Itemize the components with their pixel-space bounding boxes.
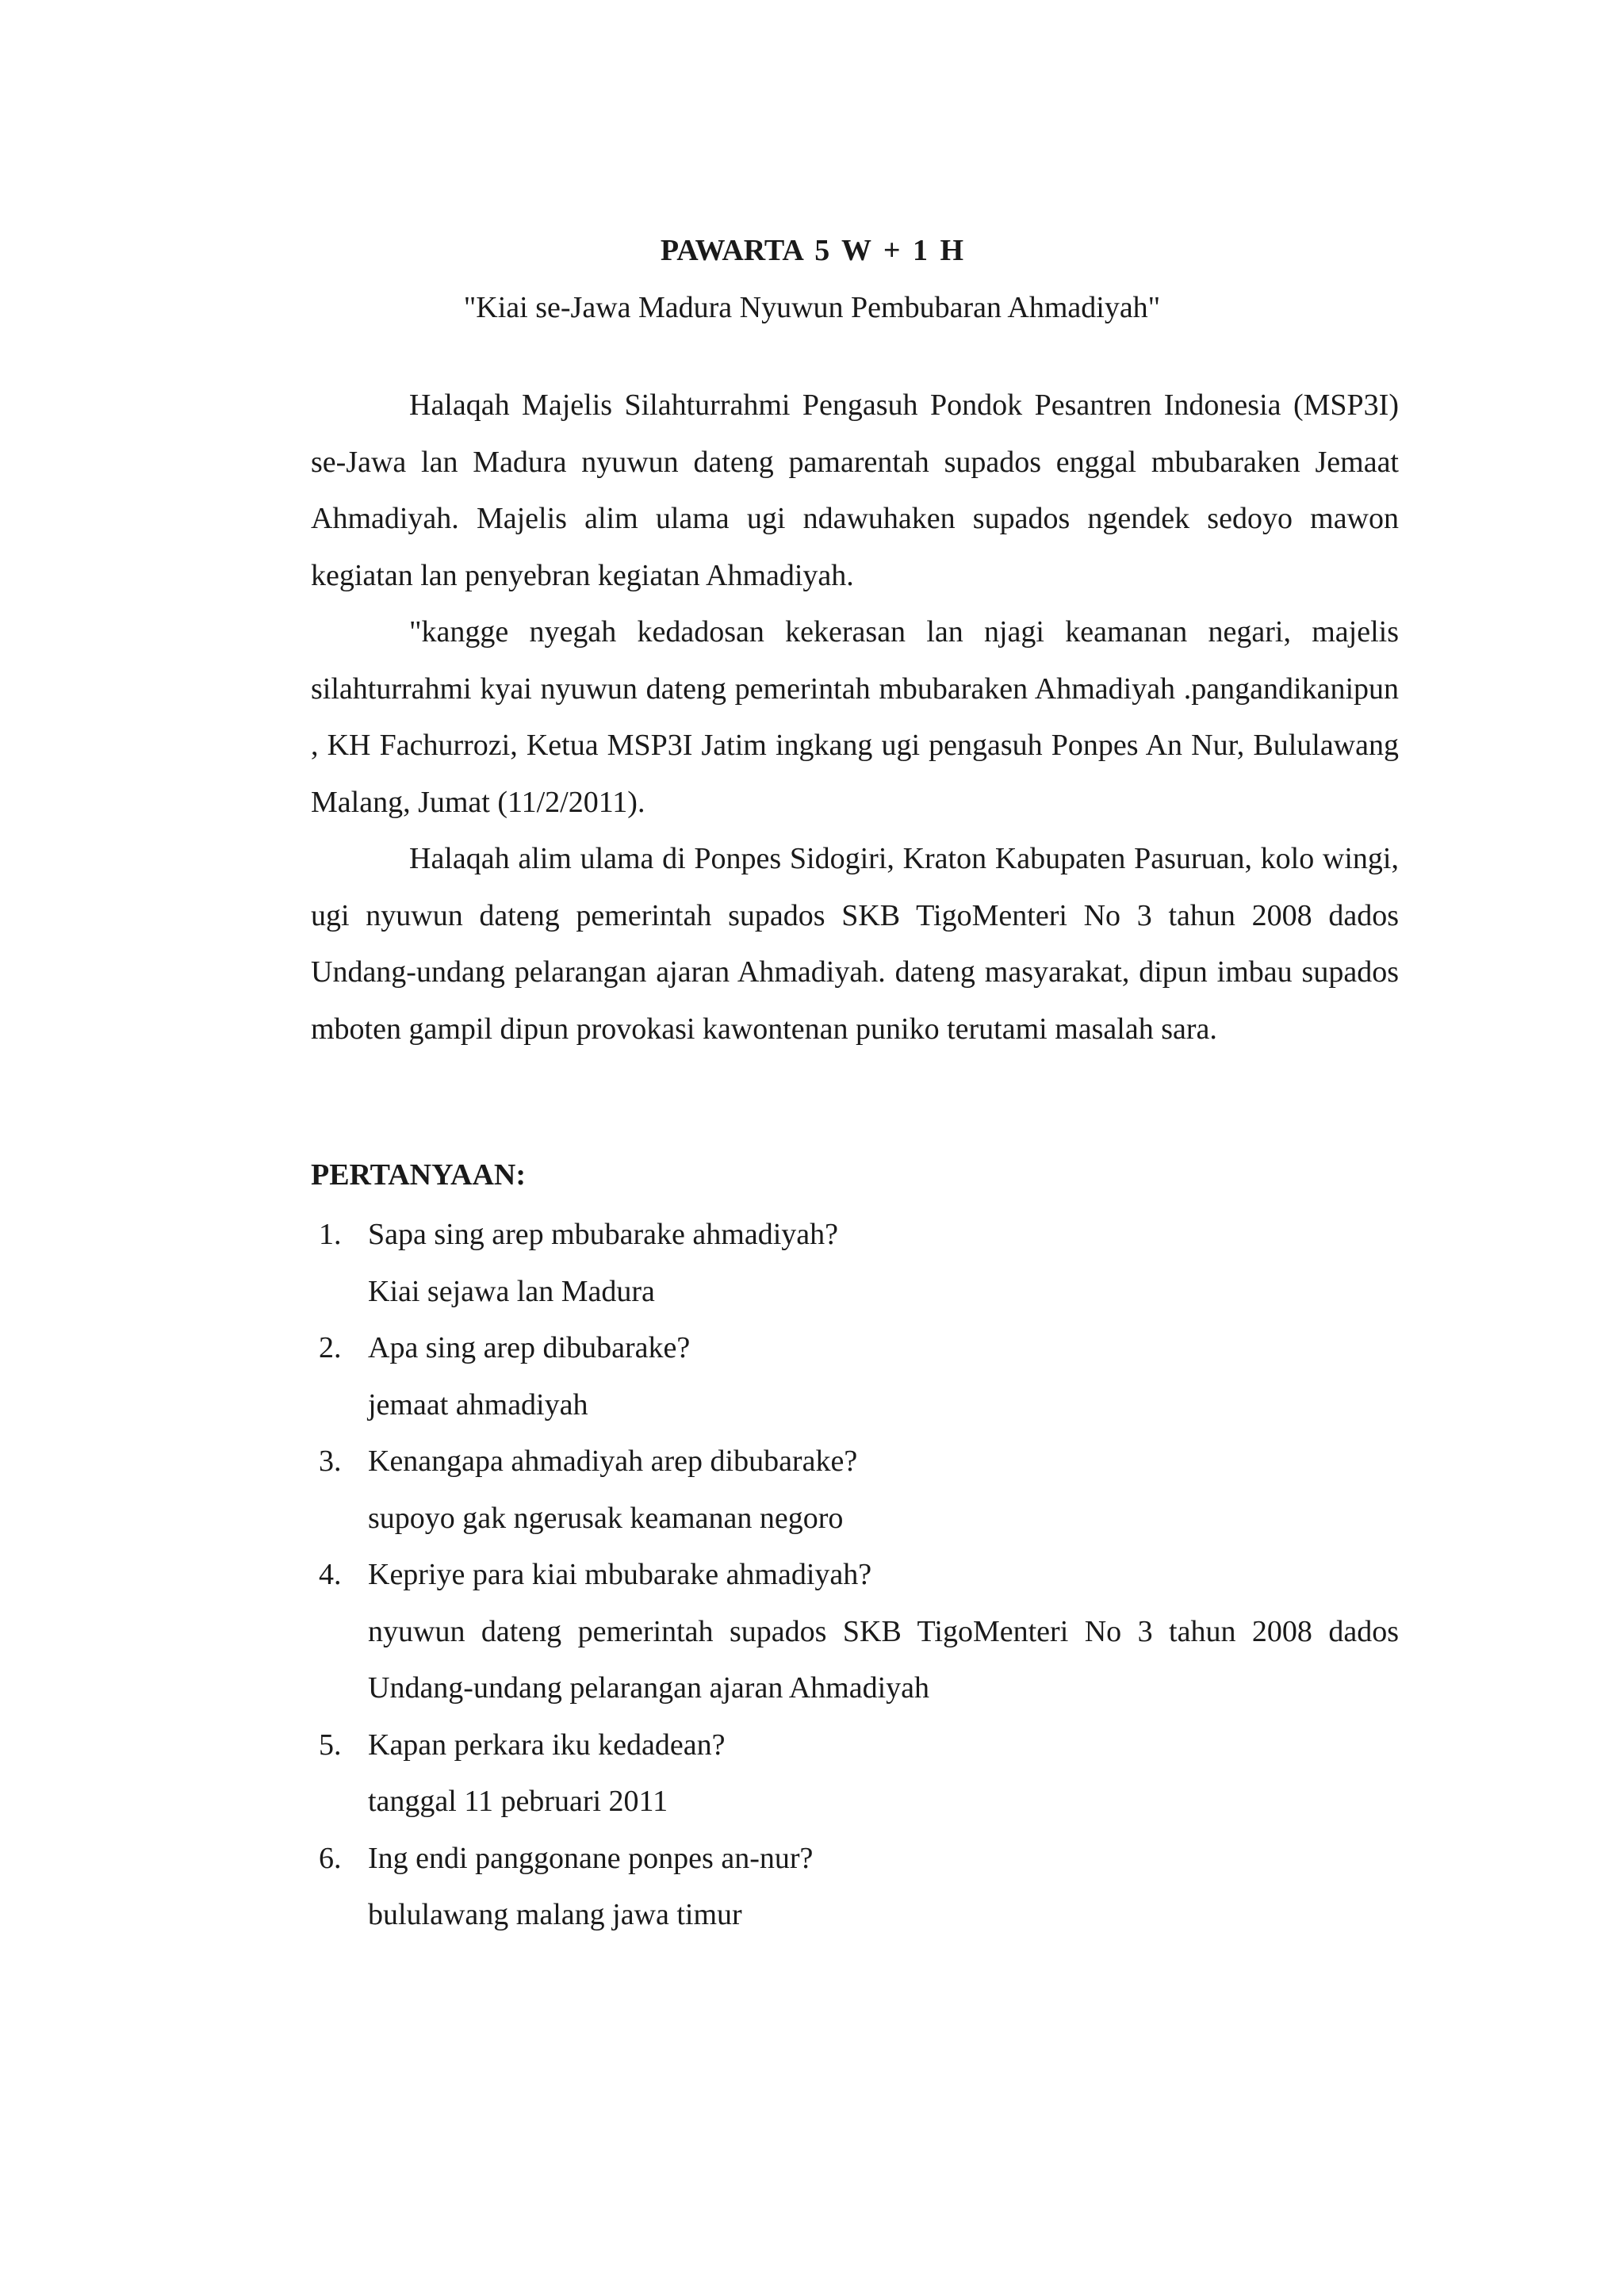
list-item <box>311 1207 1399 1320</box>
question-text: Kapan perkara iku kedadean? <box>368 1728 726 1762</box>
question-text: Sapa sing arep mbubarake ahmadiyah? <box>368 1218 838 1251</box>
question-text: Ing endi panggonane ponpes an-nur? <box>368 1841 814 1875</box>
document-title: PAWARTA 5 W + 1 H <box>660 234 964 267</box>
list-item <box>311 1320 1399 1433</box>
question-number: 6. <box>319 1841 342 1875</box>
questions-heading: PERTANYAAN: <box>311 1158 527 1192</box>
question-number: 1. <box>319 1218 342 1251</box>
answer-text: Kiai sejawa lan Madura <box>368 1274 655 1308</box>
paragraph-3: Halaqah alim ulama di Ponpes Sidogiri, Kraton Kabupaten Pasuruan, kolo wingi, ugi nyuwun dateng pemerintah supados SKB TigoMenteri No 3 tahun 2008 dados Undang-undang pelarangan ajaran Ahmadiyah. dateng masyarakat, dipun imbau supados mboten gampil dipun provokasi kawontenan puniko terutami masalah sara. <box>311 842 1399 1046</box>
question-text: Kenangapa ahmadiyah arep dibubarake? <box>368 1445 858 1478</box>
list-item <box>311 1717 1399 1831</box>
answer-text: jemaat ahmadiyah <box>368 1387 588 1422</box>
answer-text: supoyo gak ngerusak keamanan negoro <box>368 1501 844 1535</box>
list-item <box>311 1433 1399 1547</box>
list-item <box>311 1831 1399 1944</box>
list-item <box>311 1547 1399 1717</box>
questions-list <box>311 1207 1399 1944</box>
question-text: Apa sing arep dibubarake? <box>368 1331 691 1364</box>
question-text: Kepriye para kiai mbubarake ahmadiyah? <box>368 1558 872 1591</box>
question-number: 4. <box>319 1558 342 1591</box>
answer-text: nyuwun dateng pemerintah supados SKB TigoMenteri No 3 tahun 2008 dados Undang-undang pelarangan ajaran Ahmadiyah <box>368 1614 1399 1705</box>
news-body <box>311 377 1399 1058</box>
answer-text: tanggal 11 pebruari 2011 <box>368 1785 668 1818</box>
document-subtitle: "Kiai se-Jawa Madura Nyuwun Pembubaran Ahmadiyah" <box>463 291 1161 324</box>
question-number: 3. <box>319 1445 342 1478</box>
paragraph-1: Halaqah Majelis Silahturrahmi Pengasuh Pondok Pesantren Indonesia (MSP3I) se-Jawa lan Madura nyuwun dateng pamarentah supados enggal mbubaraken Jemaat Ahmadiyah. Majelis alim ulama ugi ndawuhaken supados ngendek sedoyo mawon kegiatan lan penyebran kegiatan Ahmadiyah. <box>311 388 1399 592</box>
question-number: 5. <box>319 1728 342 1762</box>
answer-text: bululawang malang jawa timur <box>368 1898 742 1931</box>
question-number: 2. <box>319 1331 342 1364</box>
paragraph-2: "kangge nyegah kedadosan kekerasan lan njagi keamanan negari, majelis silahturrahmi kyai nyuwun dateng pemerintah mbubaraken Ahmadiyah .pangandikanipun , KH Fachurrozi, Ketua MSP3I Jatim ingkang ugi pengasuh Ponpes An Nur, Bululawang Malang, Jumat (11/2/2011). <box>311 615 1399 819</box>
